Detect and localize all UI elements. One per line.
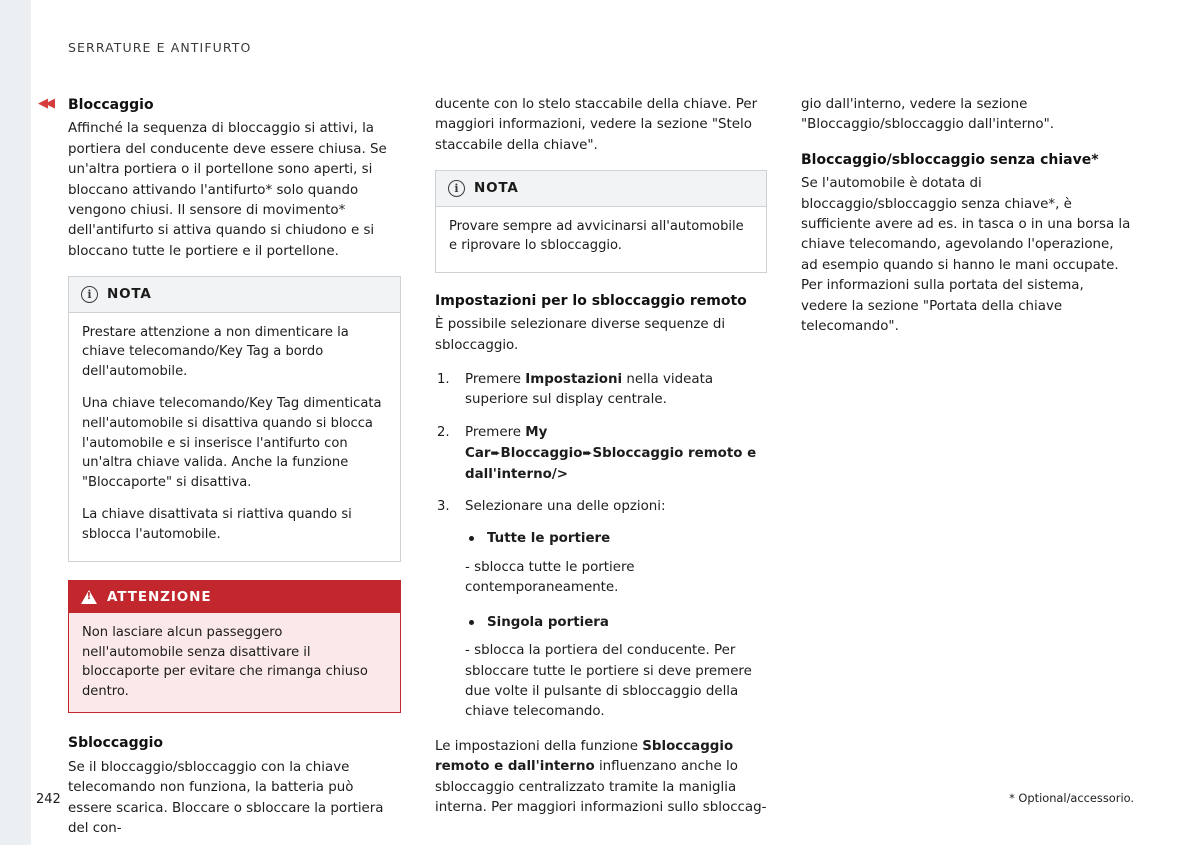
step-number: 2. <box>437 424 450 440</box>
step-text-pre: Premere <box>465 424 526 440</box>
step-text-pre: Selezionare una delle opzioni: <box>465 499 666 515</box>
paragraph-intro-impostazioni: È possibile selezionare diverse sequenze di sbloccaggio. <box>435 317 726 353</box>
back-arrows-icon[interactable]: ◀◀ <box>38 96 52 111</box>
note-box-1 <box>68 276 401 561</box>
paragraph-continuation-3: gio dall'interno, vedere la sezione "Bloccaggio/sbloccaggio dall'interno". <box>801 97 1054 133</box>
note-paragraph: Una chiave telecomando/Key Tag dimenticata nell'automobile si disattiva quando si blocca l'automobile e si inserisce l'antifurto con un'altra chiave valida. Anche la funzione "Bloccaporte" si disattiva. <box>82 396 382 490</box>
info-icon: i <box>448 180 465 197</box>
warning-box-title: ATTENZIONE <box>107 588 212 605</box>
step-text-post: nella videata superiore sul display centrale. <box>465 372 714 408</box>
section-title-bloccaggio: Bloccaggio <box>68 97 154 113</box>
note-paragraph: Prestare attenzione a non dimenticare la chiave telecomando/Key Tag a bordo dell'automobile. <box>82 324 349 379</box>
closing-pre: Le impostazioni della funzione <box>435 738 643 754</box>
option-item: Singola portiera <box>465 613 767 633</box>
info-icon: i <box>81 286 98 303</box>
paragraph-senza-chiave: Se l'automobile è dotata di bloccaggio/sbloccaggio senza chiave*, è sufficiente avere ad es. in tasca o in una borsa la chiave telecomando, agevolando l'operazione, ad esempio quando si hanno le mani occupate. Per informazioni sulla portata del sistema, vedere la sezione "Portata della chiave telecomando". <box>801 176 1131 335</box>
warning-box-body <box>69 613 400 712</box>
chapter-header: SERRATURE E ANTIFURTO <box>68 40 252 55</box>
paragraph-closing <box>435 737 767 819</box>
note-box-2-title: NOTA <box>474 180 519 197</box>
closing-bold: Sbloccaggio remoto e dall'interno <box>435 738 734 775</box>
section-title-impostazioni: Impostazioni per lo sbloccaggio remoto <box>435 292 747 309</box>
option-item: Tutte le portiere <box>465 529 767 549</box>
note-box-1-header <box>69 277 400 312</box>
step-item-2 <box>435 423 767 485</box>
option-description: - sblocca tutte le portiere contemporaneamente. <box>465 559 635 596</box>
menu-arrow-icon: ➨ <box>490 446 501 461</box>
option-description: - sblocca la portiera del conducente. Per sbloccare tutte le portiere si deve premere due volte il pulsante di sbloccaggio della chiave telecomando. <box>465 643 752 720</box>
step-number: 1. <box>437 372 450 388</box>
menu-arrow-icon: ➨ <box>582 446 593 461</box>
warning-box-header <box>69 581 400 613</box>
step-item-1 <box>435 370 767 411</box>
warning-triangle-icon <box>81 590 97 604</box>
warning-box <box>68 580 401 714</box>
section-title-senza-chiave: Bloccaggio/sbloccaggio senza chiave* <box>801 151 1099 168</box>
page-margin-strip <box>0 0 31 845</box>
note-paragraph: Provare sempre ad avvicinarsi all'automobile e riprovare lo sbloccaggio. <box>449 218 744 254</box>
note-paragraph: La chiave disattivata si riattiva quando si sblocca l'automobile. <box>82 507 352 542</box>
options-list <box>465 613 767 633</box>
steps-list <box>435 370 767 723</box>
section-title-sbloccaggio: Sbloccaggio <box>68 735 164 752</box>
footnote-optional: * Optional/accessorio. <box>1009 791 1134 805</box>
step-bold-term-3: Sbloccaggio remoto e dall'interno/> <box>465 446 757 482</box>
column-three <box>801 95 1133 351</box>
paragraph-sbloccaggio: Se il bloccaggio/sbloccaggio con la chiave telecomando non funziona, la batteria può essere scarica. Bloccare o sbloccare la portiera del con- <box>68 759 384 836</box>
step-item-3 <box>435 497 767 723</box>
closing-post: influenzano anche lo sbloccaggio centralizzato tramite la maniglia interna. Per maggiori informazioni sullo sbloccag- <box>435 759 767 815</box>
paragraph-continuation: ducente con lo stelo staccabile della chiave. Per maggiori informazioni, vedere la sezione "Stelo staccabile della chiave". <box>435 97 758 153</box>
paragraph-bloccaggio: Affinché la sequenza di bloccaggio si attivi, la portiera del conducente deve essere chiusa. Se un'altra portiera o il portellone sono aperti, si bloccano attivando l'antifurto* solo quando vengono chiusi. Il sensore di movimento* dell'antifurto si attiva quando si chiudono e si bloccano tutte le portiere e il portellone. <box>68 121 387 259</box>
step-number: 3. <box>437 499 450 515</box>
options-list <box>465 529 767 549</box>
step-text-pre: Premere <box>465 372 526 388</box>
note-box-2-body <box>436 207 766 272</box>
column-one <box>68 95 401 853</box>
step-bold-term: My Car <box>465 424 548 462</box>
step-bold-term: Impostazioni <box>525 372 623 388</box>
column-two <box>435 95 767 832</box>
note-box-1-title: NOTA <box>107 286 152 303</box>
note-box-2 <box>435 170 767 273</box>
page-number: 242 <box>36 792 61 807</box>
warning-text: Non lasciare alcun passeggero nell'automobile senza disattivare il bloccaporte per evitare che rimanga chiuso dentro. <box>82 625 368 699</box>
note-box-2-header <box>436 171 766 206</box>
note-box-1-body <box>69 313 400 561</box>
step-bold-term-2: Bloccaggio <box>500 446 583 462</box>
